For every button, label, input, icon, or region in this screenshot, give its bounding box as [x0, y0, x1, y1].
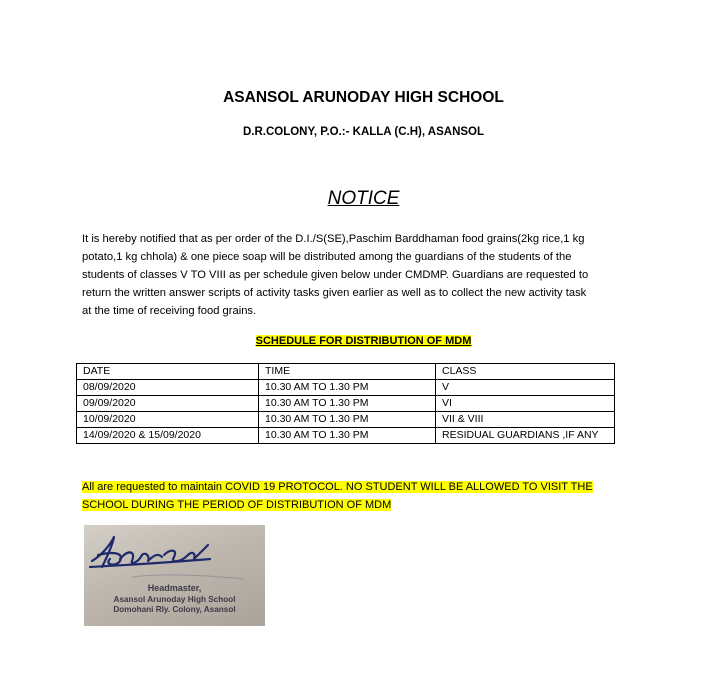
- cell-time: 10.30 AM TO 1.30 PM: [259, 396, 436, 412]
- warning-line-2: [82, 497, 642, 515]
- notice-body-line: at the time of receiving food grains.: [82, 305, 257, 318]
- cell-class: VII & VIII: [436, 412, 615, 428]
- table-row: [77, 380, 615, 396]
- cell-date: 14/09/2020 & 15/09/2020: [77, 428, 259, 444]
- warning-text-c: SCHOOL DURING THE PERIOD OF DISTRIBUTION OF MDM: [82, 498, 392, 511]
- schedule-table: [76, 363, 615, 444]
- cell-time: 10.30 AM TO 1.30 PM: [259, 412, 436, 428]
- notice-title: NOTICE: [327, 188, 400, 209]
- notice-body-line: It is hereby notified that as per order of the D.I./S(SE),Paschim Barddhaman food grains(2kg rice,1 kg: [82, 233, 585, 245]
- column-header-class: CLASS: [436, 364, 615, 380]
- cell-time: 10.30 AM TO 1.30 PM: [259, 380, 436, 396]
- stamp-line-school: Asansol Arunoday High School: [113, 595, 236, 604]
- notice-body-line: students of classes V TO VIII as per schedule given below under CMDMP. Guardians are requested to: [82, 269, 589, 282]
- column-header-time: TIME: [259, 364, 436, 380]
- warning-text-a: All are requested to maintain: [82, 481, 226, 493]
- cell-class: V: [436, 380, 615, 396]
- cell-class: VI: [436, 396, 615, 412]
- table-row: [77, 428, 615, 444]
- cell-date: 09/09/2020: [77, 396, 259, 412]
- column-header-date: DATE: [77, 364, 259, 380]
- headmaster-signature-stamp: [84, 525, 265, 626]
- cell-date: 08/09/2020: [77, 380, 259, 396]
- school-name: ASANSOL ARUNODAY HIGH SCHOOL: [223, 89, 504, 106]
- cell-class: RESIDUAL GUARDIANS ,IF ANY: [436, 428, 615, 444]
- stamp-line-address: Domohani Rly. Colony, Asansol: [113, 605, 236, 614]
- warning-line-1: [82, 479, 642, 497]
- notice-body: [82, 230, 648, 320]
- table-row: [77, 412, 615, 428]
- cell-date: 10/09/2020: [77, 412, 259, 428]
- stamp-line-title: Headmaster,: [147, 583, 202, 593]
- school-address: D.R.COLONY, P.O.:- KALLA (C.H), ASANSOL: [242, 126, 485, 138]
- warning-text-b: COVID 19 PROTOCOL. NO STUDENT WILL BE ALLOWED TO VISIT THE: [225, 481, 593, 493]
- notice-body-line: return the written answer scripts of activity tasks given earlier as well as to collect the new activity task: [82, 287, 587, 300]
- schedule-heading-text: SCHEDULE FOR DISTRIBUTION OF MDM: [255, 335, 472, 347]
- notice-body-line: potato,1 kg chhola) & one piece soap will be distributed among the guardians of the students of the: [82, 251, 572, 264]
- table-row: [77, 396, 615, 412]
- schedule-heading: [0, 335, 727, 347]
- protocol-warning: [82, 479, 642, 514]
- cell-time: 10.30 AM TO 1.30 PM: [259, 428, 436, 444]
- table-header-row: [77, 364, 615, 380]
